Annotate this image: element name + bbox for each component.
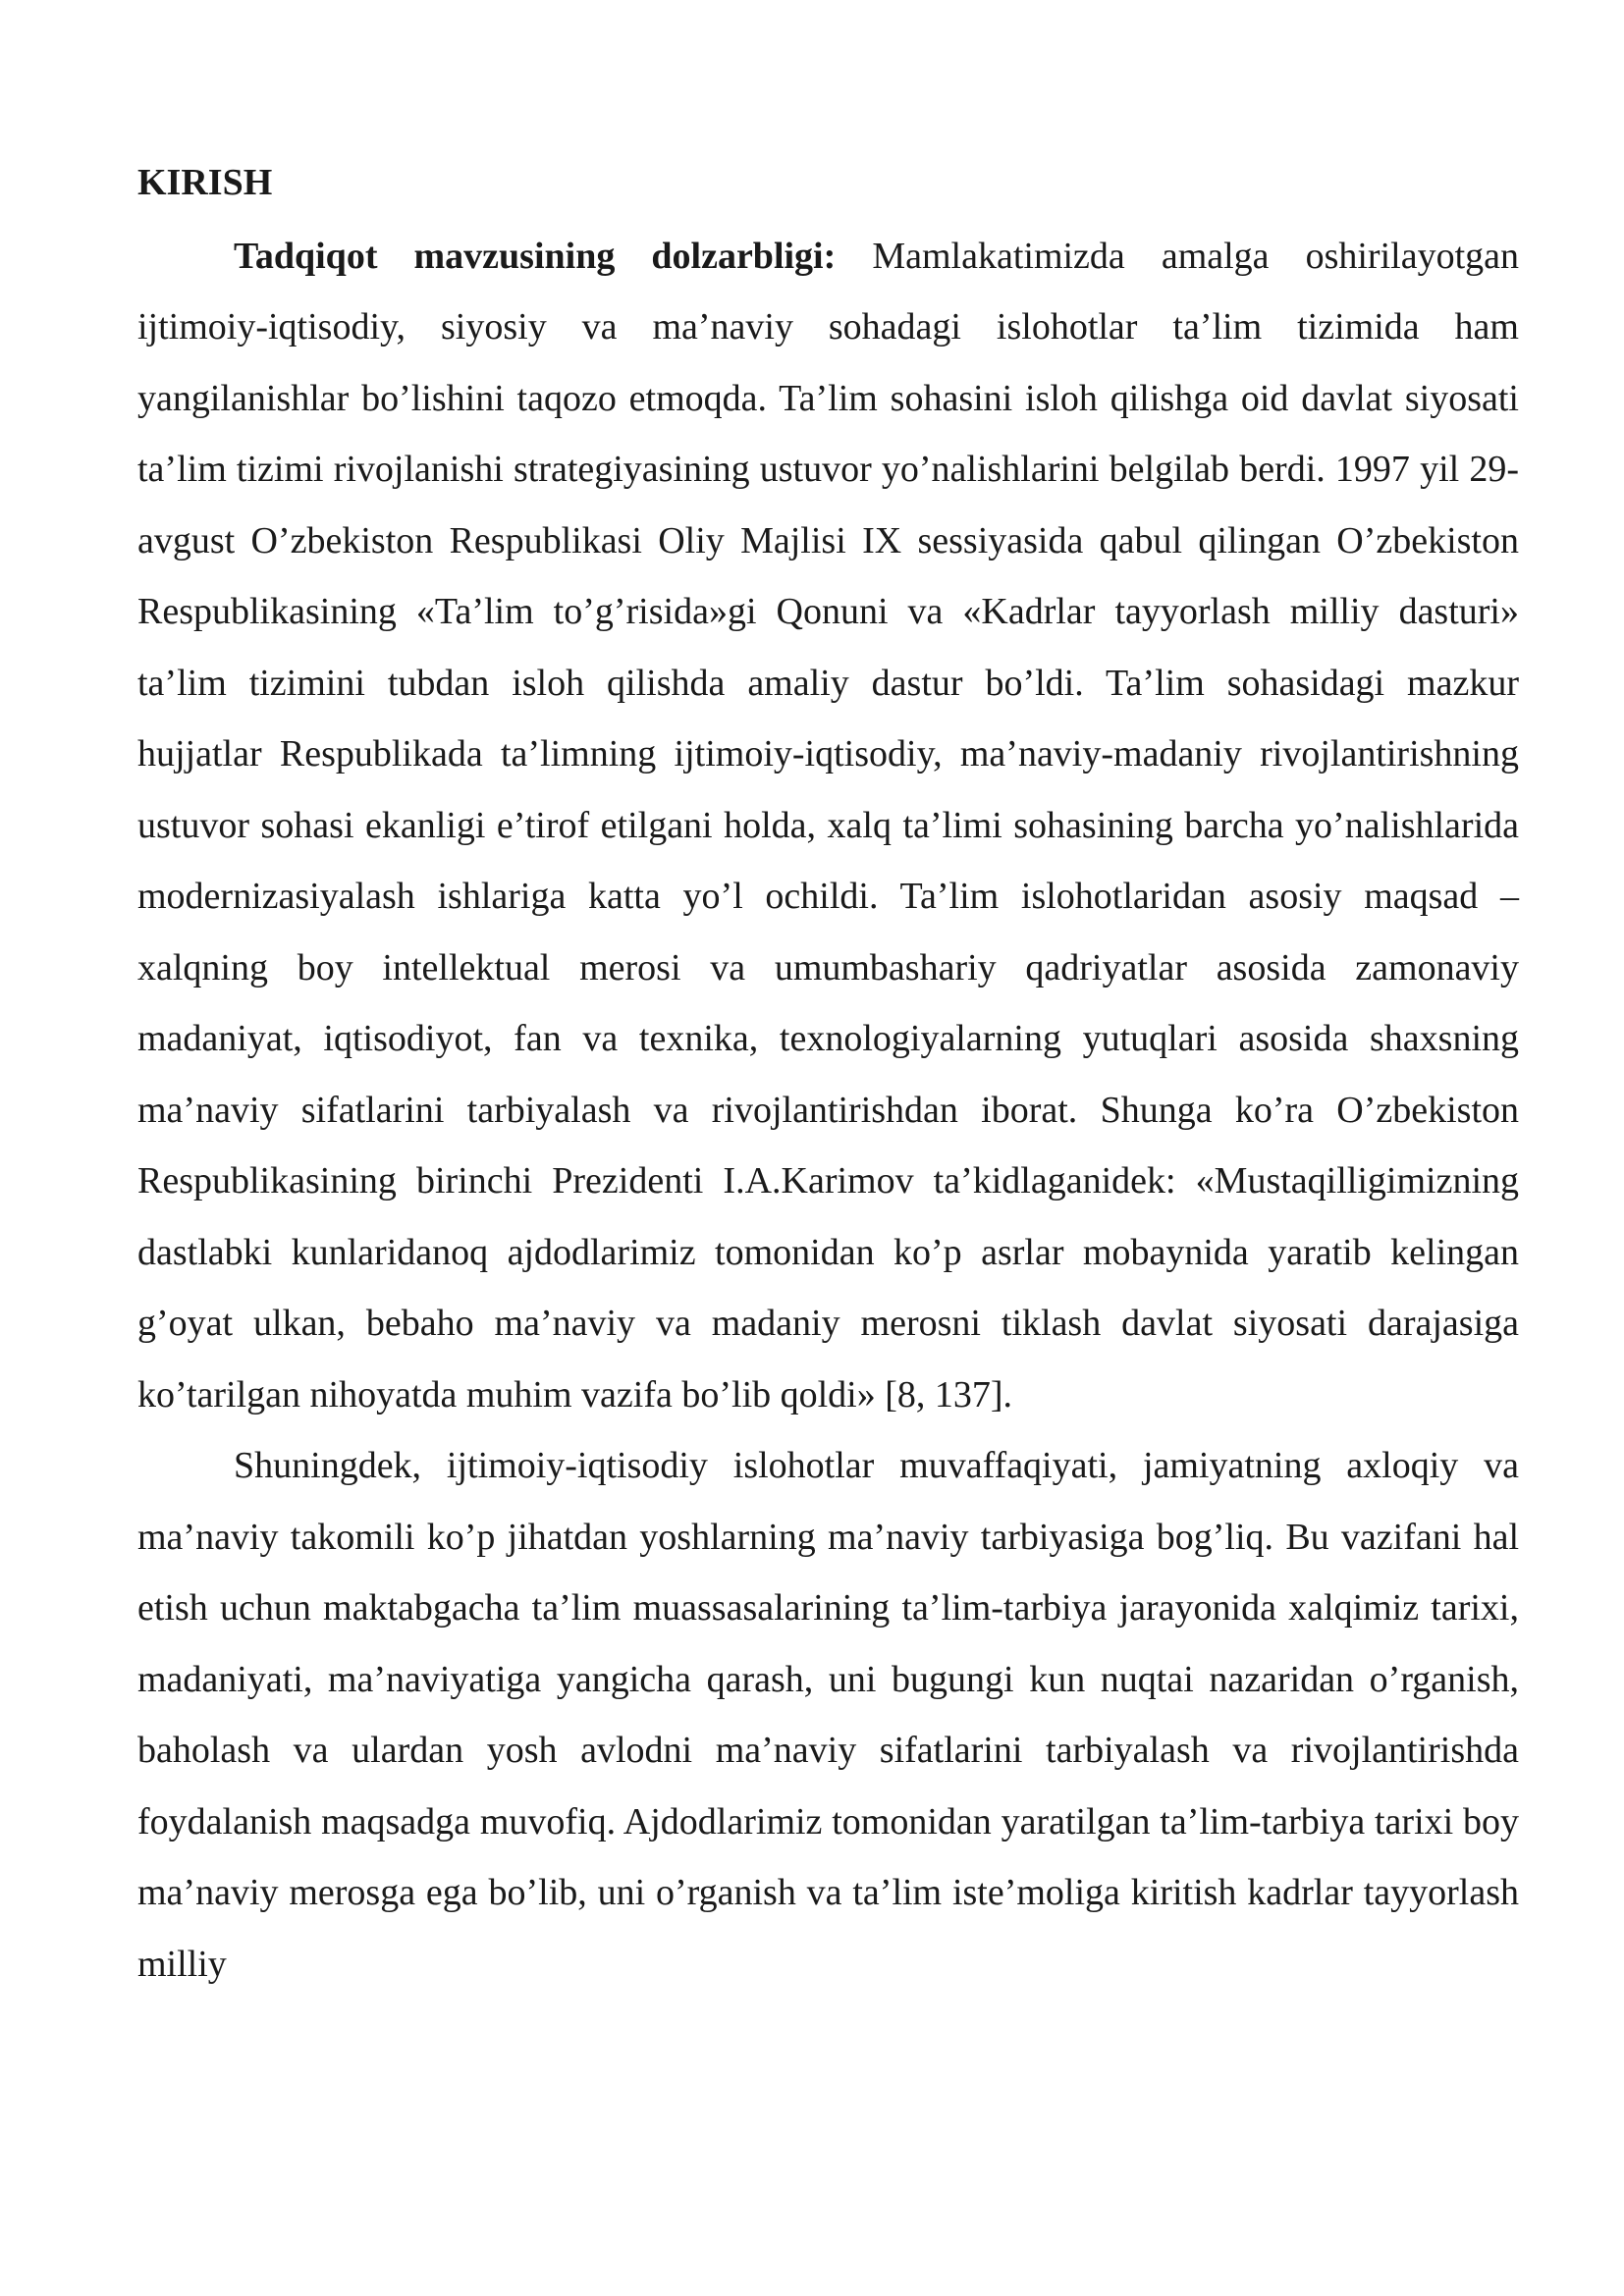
paragraph-continuation: Shuningdek, ijtimoiy-iqtisodiy islohotlar muvaffaqiyati, jamiyatning axloqiy va ma’naviy takomili ko’p jihatdan yoshlarning ma’naviy tarbiyasiga bog’liq. Bu vazifani hal etish uchun maktabgacha ta’lim muassasalarining ta’lim-tarbiya jarayonida xalqimiz tarixi, madaniyati, ma’naviyatiga yangicha qarash, uni bugungi kun nuqtai nazaridan o’rganish, baholash va ulardan yosh avlodni ma’naviy sifatlarini tarbiyalash va rivojlantirishda foydalanish maqsadga muvofiq. Ajdodlarimiz tomonidan yaratilgan ta’lim-tarbiya tarixi boy ma’naviy merosga ega bo’lib, uni o’rganish va ta’lim iste’moliga kiritish kadrlar tayyorlash milliy [137, 1445, 1519, 1985]
paragraph-relevance [137, 221, 1519, 1431]
section-heading: KIRISH [137, 162, 273, 203]
paragraph-body: Mamlakatimizda amalga oshirilayotgan ijtimoiy-iqtisodiy, siyosiy va ma’naviy sohadagi islohotlar ta’lim tizimida ham yangilanishlar bo’lishini taqozo etmoqda. Ta’lim sohasini isloh qilishga oid davlat siyosati ta’lim tizimi rivojlanishi strategiyasining ustuvor yo’nalishlarini belgilab berdi. 1997 yil 29-avgust O’zbekiston Respublikasi Oliy Majlisi IX sessiyasida qabul qilingan O’zbekiston Respublikasining «Ta’lim to’g’risida»gi Qonuni va «Kadrlar tayyorlash milliy dasturi» ta’lim tizimini tubdan isloh qilishda amaliy dastur bo’ldi. Ta’lim sohasidagi mazkur hujjatlar Respublikada ta’limning ijtimoiy-iqtisodiy, ma’naviy-madaniy rivojlantirishning ustuvor sohasi ekanligi e’tirof etilgani holda, xalq ta’limi sohasining barcha yo’nalishlarida modernizasiyalash ishlariga katta yo’l ochildi. Ta’lim islohotlaridan asosiy maqsad – xalqning boy intellektual merosi va umumbashariy qadriyatlar asosida zamonaviy madaniyat, iqtisodiyot, fan va texnika, texnologiyalarning yutuqlari asosida shaxsning ma’naviy sifatlarini tarbiyalash va rivojlantirishdan iborat. Shunga ko’ra O’zbekiston Respublikasining birinchi Prezidenti I.A.Karimov ta’kidlaganidek: «Mustaqilligimizning dastlabki kunlaridanoq ajdodlarimiz tomonidan ko’p asrlar mobaynida yaratib kelingan g’oyat ulkan, bebaho ma’naviy va madaniy merosni tiklash davlat siyosati darajasiga ko’tarilgan nihoyatda muhim vazifa bo’lib qoldi» [8, 137]. [137, 235, 1519, 1415]
paragraph-lead: Tadqiqot mavzusining dolzarbligi: [234, 235, 837, 277]
document-page [137, 147, 1519, 2000]
